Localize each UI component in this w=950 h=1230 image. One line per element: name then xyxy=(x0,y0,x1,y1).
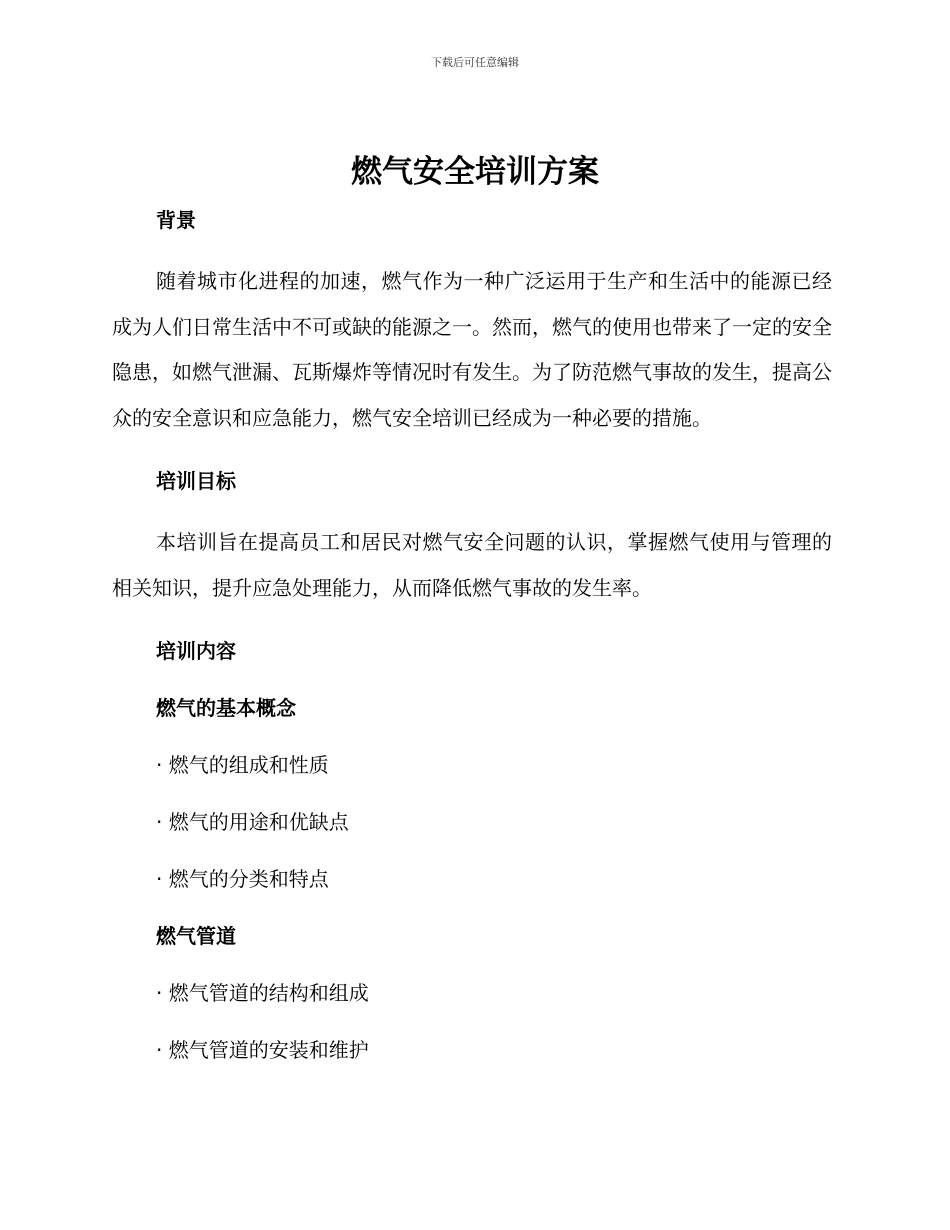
heading-content: 培训内容 xyxy=(156,639,236,663)
document-body xyxy=(112,202,832,1068)
paragraph-goal: 本培训旨在提高员工和居民对燃气安全问题的认识，掌握燃气使用与管理的相关知识，提升应急处理能力，从而降低燃气事故的发生率。 xyxy=(112,530,832,600)
spacer xyxy=(112,441,832,463)
heading-background: 背景 xyxy=(156,208,196,232)
document-title: 燃气安全培训方案 xyxy=(351,154,599,190)
heading-basics: 燃气的基本概念 xyxy=(156,696,296,720)
spacer xyxy=(112,499,832,520)
spacer xyxy=(112,611,832,633)
spacer xyxy=(112,1011,832,1032)
heading-pipeline: 燃气管道 xyxy=(156,924,236,948)
spacer xyxy=(112,238,832,259)
list-item: · 燃气管道的结构和组成 xyxy=(156,981,369,1005)
header-note: 下载后可任意编辑 xyxy=(431,56,519,69)
list-item: · 燃气管道的安装和维护 xyxy=(156,1038,369,1062)
list-item: · 燃气的组成和性质 xyxy=(156,753,329,777)
spacer xyxy=(112,783,832,804)
spacer xyxy=(112,897,832,918)
list-item: · 燃气的用途和优缺点 xyxy=(156,810,349,834)
list-item: · 燃气的分类和特点 xyxy=(156,867,329,891)
spacer xyxy=(112,669,832,690)
spacer xyxy=(112,840,832,861)
spacer xyxy=(112,954,832,975)
heading-goal: 培训目标 xyxy=(156,469,236,493)
spacer xyxy=(112,726,832,747)
paragraph-background: 随着城市化进程的加速，燃气作为一种广泛运用于生产和生活中的能源已经成为人们日常生活中不可或缺的能源之一。然而，燃气的使用也带来了一定的安全隐患，如燃气泄漏、瓦斯爆炸等情况时有发生。为了防范燃气事故的发生，提高公众的安全意识和应急能力，燃气安全培训已经成为一种必要的措施。 xyxy=(112,269,832,430)
